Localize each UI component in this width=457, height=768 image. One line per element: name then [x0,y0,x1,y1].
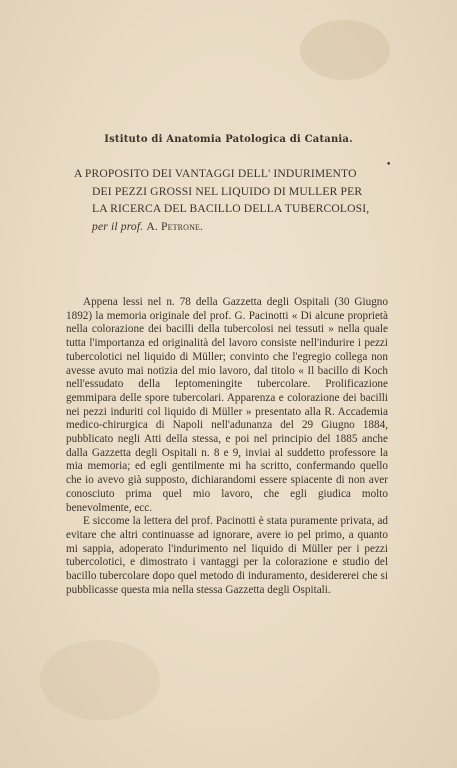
author-line [74,218,394,236]
institute-heading: Istituto di Anatomia Patologica di Catania. [104,134,353,145]
article-body [66,296,388,597]
article-title [74,165,394,235]
paper-stain [300,20,390,80]
author-name: A. Petrone. [146,219,204,233]
title-line-2: DEI PEZZI GROSSI NEL LIQUIDO DI MULLER PER [92,184,363,198]
paragraph-2: E siccome la lettera del prof. Pacinotti è stata puramente privata, ad evitare che altri continuasse ad ignorare, avere io pel primo, a quanto mi sappia, adoperato l'indurimento nel liquido di Müller per i pezzi tubercolotici, e dimostrato i vantaggi per la colorazione e studio del bacillo tubercolare dopo quel metodo di induramento, desidererei che si pubblicasse questa mia nella stessa Gazzetta degli Ospitali. [66,515,388,596]
title-line-3: LA RICERCA DEL BACILLO DELLA TUBERCOLOSI, [92,202,370,215]
title-line-1: A PROPOSITO DEI VANTAGGI DELL' INDURIMENTO [74,167,357,180]
paper-stain [40,640,160,720]
author-prefix: per il prof. [92,219,144,233]
ink-dot: • [386,160,392,170]
paragraph-1: Appena lessi nel n. 78 della Gazzetta degli Ospitali (30 Giugno 1892) la memoria originale del prof. G. Pacinotti « Di alcune proprietà nella colorazione dei bacilli della tubercolosi nei tessuti » nella quale tutta l'importanza ed originalità del lavoro consiste nell'indurire i pezzi tubercolotici nel liquido di Müller; convinto che l'egregio collega non avesse avuto mai notizia del mio lavoro, dal titolo « Il bacillo di Koch nell'essudato della leptomeningite tubercolare. Prolificazione gemmipara delle spore tubercolari. Apparenza e colorazione dei bacilli nei pezzi induriti col liquido di Müller » presentato alla R. Accademia medico-chirurgica di Napoli nell'adunanza del 29 Giugno 1884, pubblicato negli Atti della stessa, e poi nel principio del 1885 anche dalla Gazzetta degli Ospitali n. 8 e 9, inviai al suddetto professore la mia memoria; ed egli gentilmente mi ha scritto, confermando quello che io avevo già supposto, dichiarandomi essere spiacente di non aver conosciuto prima quel mio lavoro, che egli giudica molto benevolmente, ecc. [66,296,388,514]
